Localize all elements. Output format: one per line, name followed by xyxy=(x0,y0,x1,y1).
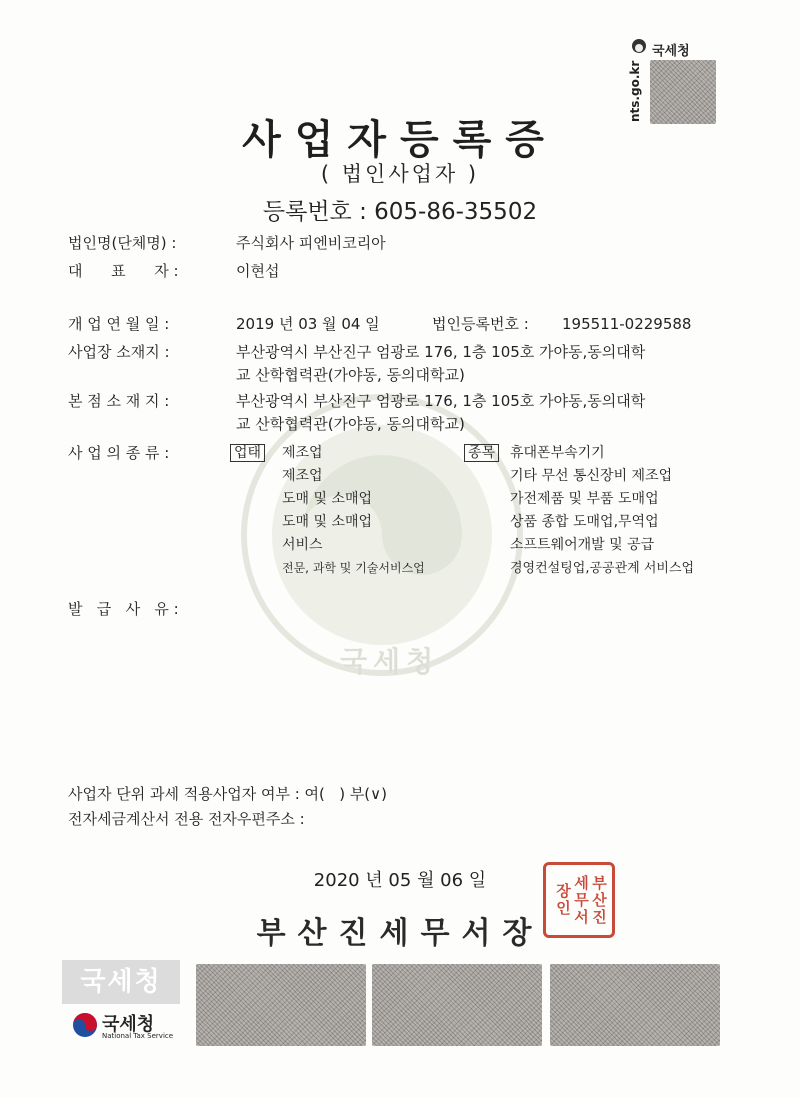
hq-label: 본 점 소 재 지 : xyxy=(68,392,170,410)
email-label: 전자세금계산서 전용 전자우편주소 : xyxy=(68,810,305,828)
location-line1: 부산광역시 부산진구 엄광로 176, 1층 105호 가야동,동의대학 xyxy=(236,343,646,361)
unit-tax-value: 여( ) 부(∨) xyxy=(304,785,387,803)
business-type-item: 도매 및 소매업 xyxy=(282,491,373,507)
rep: 이현섭 xyxy=(236,262,280,280)
corp-reg-label: 법인등록번호 : xyxy=(432,315,529,333)
corp-name: 주식회사 피엔비코리아 xyxy=(236,234,386,252)
nts-logo-text: 국세청 xyxy=(102,1014,155,1035)
issue-date: 2020 년 05 월 06 일 xyxy=(313,870,487,891)
official-seal xyxy=(543,862,615,938)
rep-row xyxy=(68,260,279,281)
issue-reason-label: 발 급 사 유 : xyxy=(68,600,179,618)
item-entry: 가전제품 및 부품 도매업 xyxy=(510,491,659,507)
unit-tax-row xyxy=(68,783,387,804)
item-entry: 소프트웨어개발 및 공급 xyxy=(510,537,655,553)
open-date-row xyxy=(68,313,691,334)
issuer-name: 부산진세무서장 xyxy=(256,916,544,951)
seal-text: 부산진세무서장인 xyxy=(554,874,608,926)
location-label: 사업장 소재지 : xyxy=(68,343,170,361)
hq-line2: 교 산학협력관(가야동, 동의대학교) xyxy=(236,415,465,433)
security-pattern-1 xyxy=(196,964,366,1046)
open-date-label: 개 업 연 월 일 : xyxy=(68,315,170,333)
hq-row xyxy=(68,390,645,411)
nts-logo-sub: National Tax Service xyxy=(102,1032,174,1040)
item-box: 종목 xyxy=(464,442,499,462)
location-line2: 교 산학협력관(가야동, 동의대학교) xyxy=(236,366,465,384)
rep-label: 대 표 자 : xyxy=(68,262,179,280)
emboss-mark xyxy=(62,960,180,1004)
business-type-item: 서비스 xyxy=(282,537,323,553)
business-type-list xyxy=(282,442,425,580)
watermark-text: 국세청 xyxy=(340,645,440,678)
corp-reg: 195511-0229588 xyxy=(562,315,692,333)
nts-logo-icon xyxy=(72,1012,98,1038)
business-type-item: 전문, 과학 및 기술서비스업 xyxy=(282,561,425,575)
business-type-item: 도매 및 소매업 xyxy=(282,514,373,530)
item-entry: 상품 종합 도매업,무역업 xyxy=(510,514,659,530)
emboss-text: 국세청 xyxy=(80,967,162,997)
unit-tax-label: 사업자 단위 과세 적용사업자 여부 : xyxy=(68,785,300,803)
business-type-item: 제조업 xyxy=(282,445,323,461)
corp-name-row xyxy=(68,232,386,253)
corp-name-label: 법인명(단체명) : xyxy=(68,234,177,252)
location-row xyxy=(68,341,645,362)
business-type-item: 제조업 xyxy=(282,468,323,484)
document-subtitle: ( 법인사업자 ) xyxy=(320,162,480,186)
item-list xyxy=(510,442,694,580)
security-pattern-2 xyxy=(372,964,542,1046)
item-entry: 휴대폰부속기기 xyxy=(510,445,605,461)
hq-line1: 부산광역시 부산진구 엄광로 176, 1층 105호 가야동,동의대학 xyxy=(236,392,646,410)
nts-url: nts.go.kr xyxy=(628,60,642,122)
item-entry: 기타 무선 통신장비 제조업 xyxy=(510,468,673,484)
business-type-label: 사 업 의 종 류 : xyxy=(68,444,170,462)
nts-mascot-icon xyxy=(630,38,648,56)
open-date: 2019 년 03 월 04 일 xyxy=(236,315,380,333)
document-title: 사업자등록증 xyxy=(242,117,558,163)
nts-label: 국세청 xyxy=(652,44,690,59)
item-entry: 경영컨설팅업,공공관계 서비스업 xyxy=(510,561,695,576)
registration-number: 등록번호 : 605-86-35502 xyxy=(262,199,538,225)
security-pattern-3 xyxy=(550,964,720,1046)
business-box: 업태 xyxy=(230,442,265,462)
